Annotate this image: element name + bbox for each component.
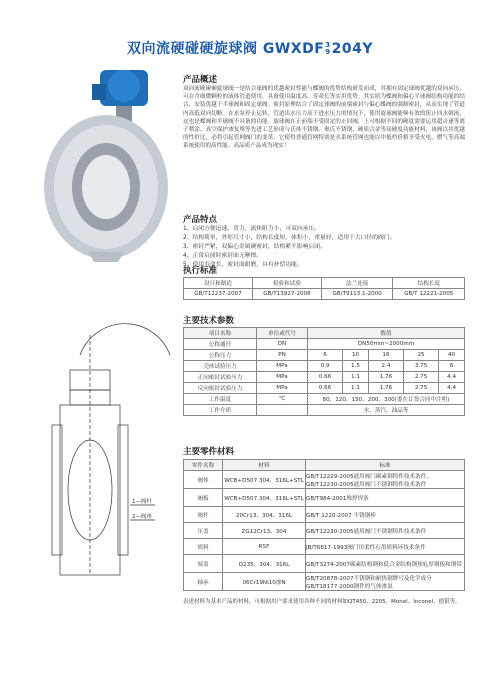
table-cell: 06Cr19Ni10渗N xyxy=(223,573,306,591)
table-cell: 工作温度 xyxy=(184,394,257,405)
table-cell: GB/T20878-2007不锈钢和耐热钢牌号及化学成分 GB/T18177-2000钢件的气体渗氮 xyxy=(306,573,465,591)
table-cell: 阀杆 xyxy=(184,507,223,523)
table-cell: MPa xyxy=(257,372,308,383)
feature-item: 2、结构简单，外形尺寸小，结构长度短，体积小，重量轻，适用于大口径的阀门。 xyxy=(183,235,396,241)
table-cell: 3.75 xyxy=(404,361,439,372)
table-cell: 1.1 xyxy=(343,372,369,383)
table-cell: 端盖 xyxy=(184,555,223,573)
table-cell: RSF xyxy=(223,539,306,555)
table-row xyxy=(184,507,465,523)
table-cell: 1.1 xyxy=(343,383,369,394)
table-cell: 标准 xyxy=(306,460,465,471)
table-row xyxy=(184,278,465,289)
table-cell: DN xyxy=(257,339,308,350)
table-cell: 检验和试验 xyxy=(252,278,321,289)
table-cell: 4.4 xyxy=(439,372,465,383)
table-row xyxy=(184,372,465,383)
table-cell: GB/T 1220-2007 不锈钢棒 xyxy=(306,507,465,523)
table-cell: 0.9 xyxy=(308,361,343,372)
table-cell: GB/T12229-2005通用阀门碳素钢铸件技术条件，GB/T12230-2005通用阀门不锈钢铸件技术条件 xyxy=(306,471,465,489)
table-cell: 25 xyxy=(404,350,439,361)
table-row xyxy=(184,539,465,555)
table-cell: JB/T6617-1993阀门用柔性石墨填料环技术条件 xyxy=(306,539,465,555)
table-row xyxy=(184,339,465,350)
table-cell: GB/T3274-2007碳素结构钢和低合金结构钢热轧厚钢板和钢带 xyxy=(306,555,465,573)
table-cell: 0.66 xyxy=(308,383,343,394)
specs-table xyxy=(183,327,465,416)
page-title xyxy=(0,38,500,58)
table-cell: 工作介质 xyxy=(184,405,257,416)
table-cell: 正向密封试验压力 xyxy=(184,372,257,383)
feature-item: 3、密封严紧，双偏心金属硬密封，结构紧不影响启闭。 xyxy=(183,244,326,250)
table-cell: GB/T984-2001堆焊焊条 xyxy=(306,489,465,507)
table-cell: 水、蒸汽、油品等 xyxy=(308,405,465,416)
table-row xyxy=(184,394,465,405)
table-cell: 单位或代号 xyxy=(257,328,308,339)
table-cell: WCB+D507 304、316L+STL xyxy=(223,489,306,507)
materials-note: 表述材料为基本产品的材料，可根据用户要求使用各种不同的材料如QT450、2205、Monel、Inconel、德银等。 xyxy=(183,599,461,605)
table-cell: 40 xyxy=(439,350,465,361)
table-cell: 设计和制造 xyxy=(184,278,253,289)
table-cell: 80、120、150、200、300(委在订货合同中注明) xyxy=(308,394,465,405)
table-row xyxy=(184,289,465,300)
title-fraction xyxy=(325,42,330,56)
table-cell: 压盖 xyxy=(184,523,223,539)
table-row xyxy=(184,573,465,591)
table-cell: 零件名称 xyxy=(184,460,223,471)
table-cell: MPa xyxy=(257,383,308,394)
table-cell: PN xyxy=(257,350,308,361)
table-cell: MPa xyxy=(257,361,308,372)
materials-heading: 主要零件材料 xyxy=(183,447,235,457)
table-cell: 4.4 xyxy=(439,383,465,394)
specs-heading: 主要技术参数 xyxy=(183,316,235,326)
drawing-label-stem: 1—阀杆 xyxy=(132,499,152,505)
table-cell: 16 xyxy=(368,350,403,361)
title-main: 双向流硬碰硬旋球阀 GWXDF xyxy=(126,41,325,57)
table-row xyxy=(184,489,465,507)
table-cell: 6 xyxy=(439,361,465,372)
table-cell: WCB+D507 304、316L+STL xyxy=(223,471,306,489)
table-cell: 项目名称 xyxy=(184,328,257,339)
table-row xyxy=(184,328,465,339)
table-cell: GB/T12237-2007 xyxy=(184,289,253,300)
table-cell: 6 xyxy=(308,350,343,361)
standards-heading: 执行标准 xyxy=(183,266,218,276)
table-row xyxy=(184,555,465,573)
table-cell: DN50mm~2000mm xyxy=(308,339,465,350)
table-cell: 1.76 xyxy=(368,383,403,394)
table-cell: 20Cr13、304、316L xyxy=(223,507,306,523)
table-cell: 数值 xyxy=(308,328,465,339)
title-suffix: 204Y xyxy=(331,41,374,57)
feature-item: 5、使用寿命长，密封面耐磨，具有补偿功能。 xyxy=(183,262,303,268)
table-cell: GB/T12230-2005通用阀门不锈钢铸件技术条件 xyxy=(306,523,465,539)
table-cell: Q235、304、316L xyxy=(223,555,306,573)
overview-text: 双向流硬碰硬旋球阀一是结合球阀的优越密封性能与蝶阀的优势结构研发而成，其拥有固定球阀优越的双向承压，可在含细微颗粒的液体管道使用，具备使用温度高、寿命长等实用优势。其实质为蝶阀和偏心半球阀结构功能的结合，安装优越于半球阀和固定球阀。密封原理结合了固定球阀的前端密封与偏心蝶阀的强制密封，从而实现了管道内高低双向切断。在水泵停止运转，管道出水压力高于进水压力的情况下，使用旋球阀能够有效的阻止回水倒流，这也是蝶阀和半球阀不具备的功能。旋球阀在正前端不受固定的止回阀，上可根据不同的硬度需要运用超音速等离子喷涂、真空保护渗复堆等先进工艺形成与氏体不锈钢、奥氏不锈钢、硬质合金等高硬度功能材料，该阀以其优越的性价比，必将引起管网阀门的变革，它使得普通管网特别是水系统管网也能以中低档价格享受火电、燃气等高端系统使用的高性能、高品质产品成为现实！ xyxy=(183,86,465,150)
feature-item: 4、正常启闭时密封面无摩擦。 xyxy=(183,253,263,259)
table-row xyxy=(184,383,465,394)
table-cell: 法兰连接 xyxy=(321,278,393,289)
table-cell: 10 xyxy=(343,350,369,361)
table-cell: 反向密封试验压力 xyxy=(184,383,257,394)
table-row xyxy=(184,460,465,471)
table-cell: 0.66 xyxy=(308,372,343,383)
table-row xyxy=(184,361,465,372)
table-cell: ZG12Cr13、304 xyxy=(223,523,306,539)
features-heading: 产品特点 xyxy=(183,215,218,225)
drawing-label-seat: 2—阀座 xyxy=(132,514,152,520)
table-cell: 2.4 xyxy=(368,361,403,372)
table-cell: 1.5 xyxy=(343,361,369,372)
materials-table xyxy=(183,459,465,591)
table-cell: 轴承 xyxy=(184,573,223,591)
table-cell: 填料 xyxy=(184,539,223,555)
table-row xyxy=(184,350,465,361)
table-cell: 材料 xyxy=(223,460,306,471)
table-row xyxy=(184,523,465,539)
frac-top: 3 xyxy=(325,41,331,49)
table-cell: GB/T13927-2008 xyxy=(252,289,321,300)
table-cell: 2.75 xyxy=(404,383,439,394)
table-cell: 公称通径 xyxy=(184,339,257,350)
valve-cross-section-drawing xyxy=(30,315,180,585)
table-cell: 壳体试验压力 xyxy=(184,361,257,372)
table-row xyxy=(184,471,465,489)
table-cell: 阀板 xyxy=(184,489,223,507)
table-cell: ℃ xyxy=(257,394,308,405)
table-cell xyxy=(257,405,308,416)
standards-table xyxy=(183,277,465,300)
table-cell: 阀体 xyxy=(184,471,223,489)
table-cell: 公称压力 xyxy=(184,350,257,361)
table-row xyxy=(184,405,465,416)
table-cell: GB/T9113.1-2000 xyxy=(321,289,393,300)
overview-heading: 产品概述 xyxy=(183,75,218,85)
features-list xyxy=(183,225,468,270)
feature-item: 1、启闭方便迅速、省力，流体阻力小，可双向承压。 xyxy=(183,226,321,232)
valve-photo xyxy=(28,62,173,267)
frac-bottom: 9 xyxy=(325,48,331,56)
table-cell: GB/T 12221-2005 xyxy=(393,289,465,300)
table-cell: 2.75 xyxy=(404,372,439,383)
table-cell: 1.76 xyxy=(368,372,403,383)
table-cell: 结构长度 xyxy=(393,278,465,289)
